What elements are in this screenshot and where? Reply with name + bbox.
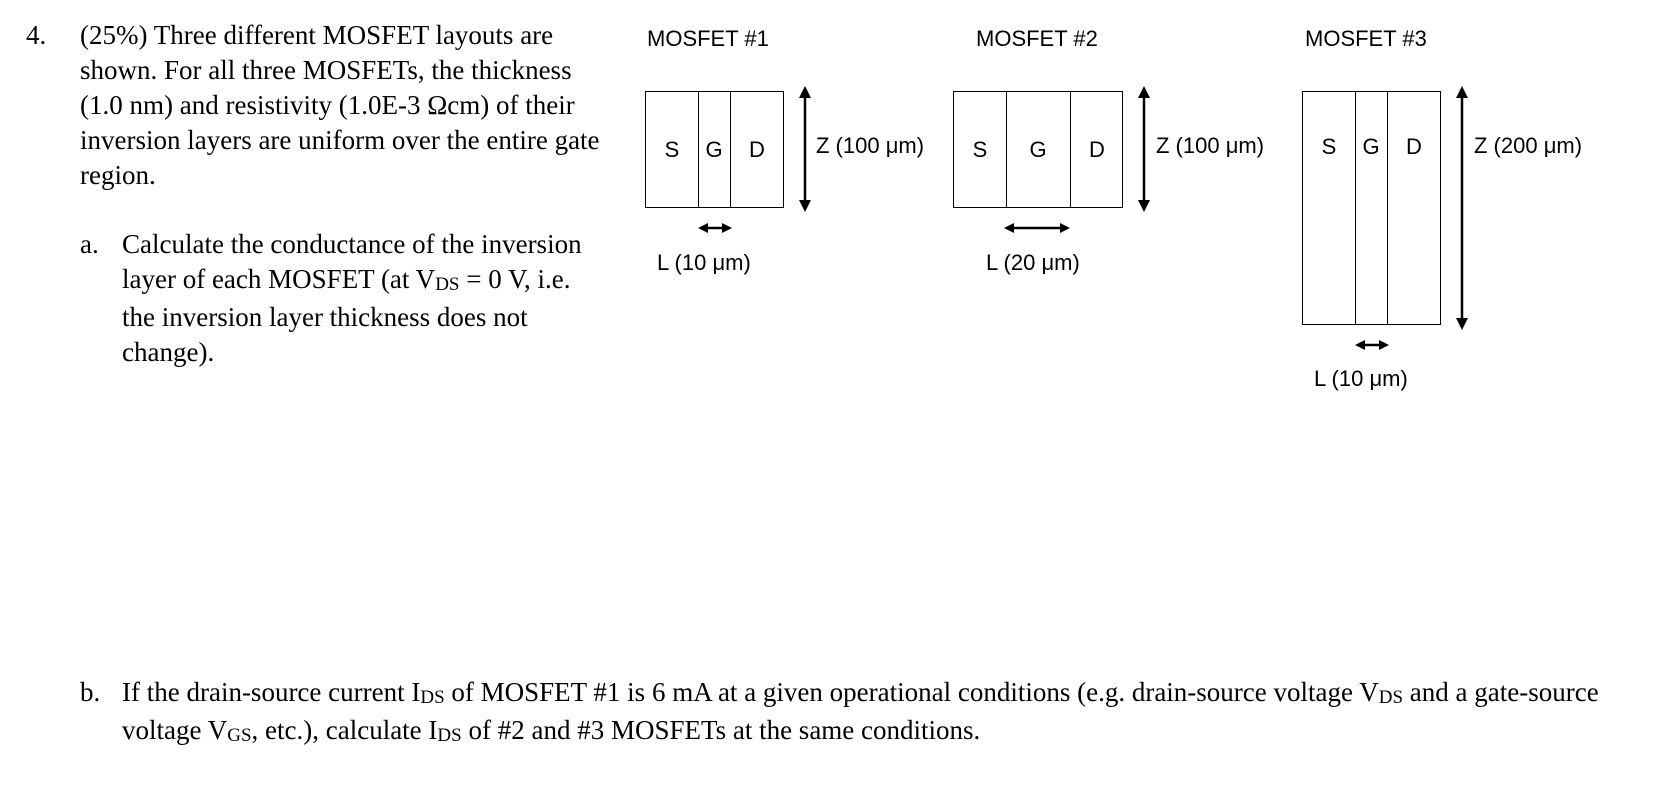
question-intro-text: Three different MOSFET layouts are shown. For all three MOSFETs, the thickness (1.0 nm) and resistivity (1.0E-3 Ωcm) of their inversion layers are uniform over the entire gate region. xyxy=(80,20,600,190)
part-b-sub-2: DS xyxy=(1378,687,1404,708)
mosfet-3-divider-source xyxy=(1355,92,1356,324)
mosfet-3-length-label: L (10 μm) xyxy=(1314,366,1408,391)
mosfet-3-source-label: S xyxy=(1321,134,1337,159)
mosfet-2-divider-drain xyxy=(1070,92,1071,207)
mosfet-1-drain-label: D xyxy=(749,136,765,162)
mosfet-1-source-label: S xyxy=(664,136,680,162)
part-b-text-2: of MOSFET #1 is 6 mA at a given operational conditions (e.g. drain-source voltage V xyxy=(444,677,1379,707)
part-a-subscript: DS xyxy=(435,274,460,295)
part-b-text-5: of #2 and #3 MOSFETs at the same conditions. xyxy=(461,715,981,745)
part-a-text-1: Calculate the conductance of the inversion layer of each MOSFET (at V xyxy=(122,229,582,294)
part-b-sub-4: DS xyxy=(437,725,462,746)
mosfet-3-length-arrow xyxy=(1355,338,1389,352)
mosfet-3-title: MOSFET #3 xyxy=(1305,26,1427,51)
mosfet-2-divider-source xyxy=(1006,92,1007,207)
part-b-text-1: If the drain-source current I xyxy=(122,677,421,707)
mosfet-1-length-arrow xyxy=(698,221,732,235)
question-weight: (25%) xyxy=(80,20,148,50)
question-number: 4. xyxy=(26,20,47,50)
mosfet-3-width-arrow xyxy=(1452,86,1472,330)
mosfet-2-width-arrow xyxy=(1134,86,1154,212)
mosfet-1-width-arrow xyxy=(795,86,815,212)
mosfet-1-length-label: L (10 μm) xyxy=(657,250,751,275)
part-a-label: a. xyxy=(80,229,99,259)
part-b-sub-3: GS xyxy=(227,725,252,746)
mosfet-1-title: MOSFET #1 xyxy=(647,26,769,51)
mosfet-2-length-arrow xyxy=(1004,221,1070,235)
part-b-label: b. xyxy=(80,677,101,707)
mosfet-2-title: MOSFET #2 xyxy=(976,26,1098,51)
mosfet-1-layout xyxy=(645,91,784,208)
mosfet-2-length-label: L (20 μm) xyxy=(986,250,1080,275)
part-b-sub-1: DS xyxy=(420,687,445,708)
mosfet-2-gate-label: G xyxy=(1029,136,1047,162)
mosfet-3-width-label: Z (200 μm) xyxy=(1474,133,1583,158)
mosfet-2-layout xyxy=(953,91,1123,208)
part-a-text xyxy=(122,227,592,370)
mosfet-3-divider-drain xyxy=(1387,92,1388,324)
part-b-text xyxy=(122,675,1642,751)
mosfet-1-divider-drain xyxy=(730,92,731,207)
mosfet-3-gate-label: G xyxy=(1362,134,1380,159)
part-a-text-2: = 0 V, i.e. the inversion layer thickness does not change). xyxy=(122,264,571,367)
mosfet-3-drain-label: D xyxy=(1406,134,1422,159)
mosfet-3-layout xyxy=(1302,91,1441,325)
mosfet-2-width-label: Z (100 μm) xyxy=(1156,133,1265,158)
mosfet-1-gate-label: G xyxy=(705,136,723,162)
part-b-text-3: and a gate-source voltage V xyxy=(122,677,1599,745)
mosfet-1-divider-source xyxy=(698,92,699,207)
mosfet-1-width-label: Z (100 μm) xyxy=(816,133,925,158)
question-intro xyxy=(80,18,600,193)
mosfet-2-source-label: S xyxy=(972,136,988,162)
mosfet-2-drain-label: D xyxy=(1089,136,1105,162)
part-b-text-4: , etc.), calculate I xyxy=(251,715,438,745)
